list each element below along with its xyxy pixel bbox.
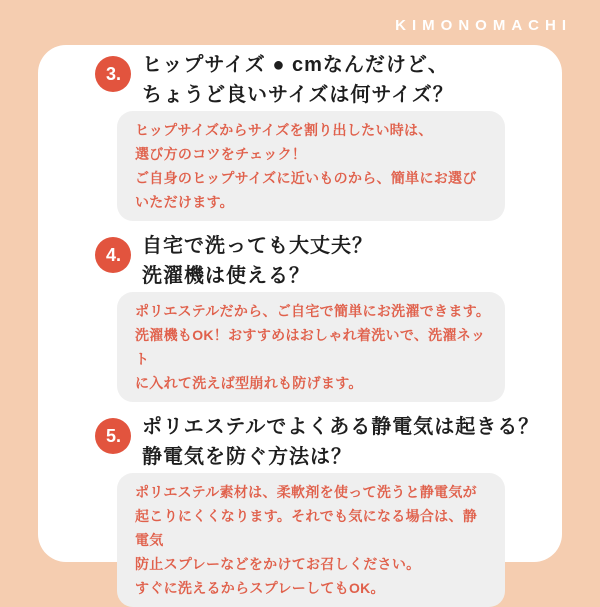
question-number-badge: 4. bbox=[95, 237, 131, 273]
answer-box bbox=[117, 473, 505, 607]
answer-line: 起こりにくくなります。それでも気になる場合は、静電気 bbox=[135, 508, 478, 548]
answer-line: いただけます。 bbox=[135, 194, 234, 210]
faq-item-3 bbox=[95, 50, 562, 221]
answer-line: に入れて洗えば型崩れも防げます。 bbox=[135, 375, 363, 391]
answer-line: 防止スプレーなどをかけてお召しください。 bbox=[135, 556, 421, 572]
question-text bbox=[142, 412, 539, 472]
answer-line: すぐに洗えるからスプレーしてもOK。 bbox=[135, 580, 385, 596]
question-line: 洗濯機は使える？ bbox=[142, 265, 310, 287]
question-line: ちょうど良いサイズは何サイズ？ bbox=[142, 84, 454, 106]
question-number-badge: 3. bbox=[95, 56, 131, 92]
question-line: ポリエステルでよくある静電気は起きる？ bbox=[142, 416, 540, 438]
faq-item-4 bbox=[95, 231, 562, 402]
question-row bbox=[95, 231, 562, 291]
answer-line: 洗濯機もOK！おすすめはおしゃれ着洗いで、洗濯ネット bbox=[135, 327, 486, 367]
question-row bbox=[95, 50, 562, 110]
answer-box bbox=[117, 111, 505, 221]
answer-line: ポリエステルだから、ご自宅で簡単にお洗濯できます。 bbox=[135, 303, 491, 319]
question-line: 自宅で洗っても大丈夫？ bbox=[142, 235, 373, 257]
question-row bbox=[95, 412, 562, 472]
question-line: 静電気を防ぐ方法は？ bbox=[142, 446, 352, 468]
answer-line: ポリエステル素材は、柔軟剤を使って洗うと静電気が bbox=[135, 484, 477, 500]
answer-line: ご自身のヒップサイズに近いものから、簡単にお選び bbox=[135, 170, 477, 186]
brand-logo: KIMONOMACHI bbox=[395, 17, 572, 34]
answer-box bbox=[117, 292, 505, 402]
question-text bbox=[142, 231, 373, 291]
faq-item-5 bbox=[95, 412, 562, 607]
question-line: ヒップサイズ ● cmなんだけど、 bbox=[142, 54, 449, 76]
answer-line: 選び方のコツをチェック！ bbox=[135, 146, 307, 162]
answer-line: ヒップサイズからサイズを割り出したい時は、 bbox=[135, 122, 433, 138]
faq-card bbox=[38, 45, 562, 596]
question-text bbox=[142, 50, 454, 110]
question-number-badge: 5. bbox=[95, 418, 131, 454]
